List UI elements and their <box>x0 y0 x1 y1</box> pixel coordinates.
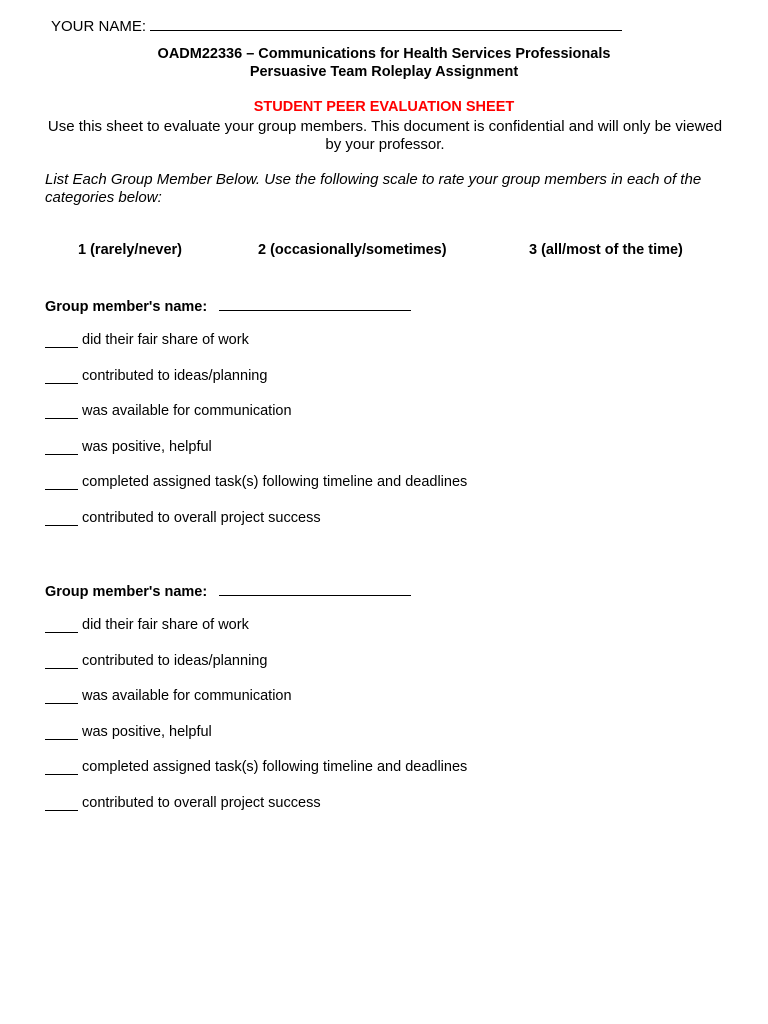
criteria-label: contributed to overall project success <box>82 509 321 526</box>
scale-option-3: 3 (all/most of the time) <box>529 242 683 258</box>
criteria-item <box>45 617 725 653</box>
criteria-item <box>45 688 725 724</box>
criteria-item <box>45 332 725 368</box>
criteria-item <box>45 724 725 760</box>
criteria-list <box>45 332 725 546</box>
criteria-item <box>45 510 725 546</box>
criteria-item <box>45 795 725 831</box>
rating-blank[interactable] <box>45 795 78 811</box>
rating-blank[interactable] <box>45 759 78 775</box>
your-name-blank[interactable] <box>150 15 622 31</box>
criteria-label: was available for communication <box>82 688 292 705</box>
criteria-label: was positive, helpful <box>82 438 212 455</box>
criteria-label: did their fair share of work <box>82 617 249 633</box>
member-name-blank[interactable] <box>219 296 411 311</box>
criteria-label: was positive, helpful <box>82 723 212 740</box>
rating-blank[interactable] <box>45 403 78 419</box>
criteria-label: completed assigned task(s) following timeline and deadlines <box>82 759 468 776</box>
criteria-label: was available for communication <box>82 403 292 420</box>
group-member-section-2 <box>45 581 725 831</box>
criteria-list <box>45 617 725 831</box>
member-name-label: Group member's name: <box>45 584 208 600</box>
criteria-item <box>45 759 725 795</box>
rating-blank[interactable] <box>45 653 78 669</box>
rating-blank[interactable] <box>45 368 78 384</box>
member-name-blank[interactable] <box>219 581 411 596</box>
rating-blank[interactable] <box>45 617 78 633</box>
criteria-label: contributed to ideas/planning <box>82 367 268 384</box>
course-title: OADM22336 – Communications for Health Services Professionals <box>157 46 611 62</box>
rating-blank[interactable] <box>45 332 78 348</box>
your-name-line <box>51 15 622 35</box>
criteria-item <box>45 474 725 510</box>
criteria-label: contributed to overall project success <box>82 794 321 811</box>
assignment-title: Persuasive Team Roleplay Assignment <box>249 64 519 80</box>
rating-blank[interactable] <box>45 510 78 526</box>
criteria-item <box>45 653 725 689</box>
group-member-section-1 <box>45 296 725 546</box>
scale-option-2: 2 (occasionally/sometimes) <box>258 242 447 258</box>
member-name-row <box>45 296 725 316</box>
scale-option-1: 1 (rarely/never) <box>78 242 182 258</box>
your-name-label: YOUR NAME: <box>51 18 147 35</box>
rating-blank[interactable] <box>45 439 78 455</box>
criteria-label: contributed to ideas/planning <box>82 652 268 669</box>
criteria-item <box>45 368 725 404</box>
instructions-text: List Each Group Member Below. Use the following scale to rate your group members in each of the categories below: <box>45 171 702 206</box>
sheet-title: STUDENT PEER EVALUATION SHEET <box>253 99 515 115</box>
rating-blank[interactable] <box>45 688 78 704</box>
rating-blank[interactable] <box>45 724 78 740</box>
member-name-label: Group member's name: <box>45 299 208 315</box>
criteria-item <box>45 403 725 439</box>
criteria-label: completed assigned task(s) following timeline and deadlines <box>82 474 468 491</box>
criteria-item <box>45 439 725 475</box>
member-name-row <box>45 581 725 601</box>
intro-text: Use this sheet to evaluate your group members. This document is confidential and will only be viewed by your professor. <box>47 118 723 153</box>
criteria-label: did their fair share of work <box>82 332 249 348</box>
rating-blank[interactable] <box>45 474 78 490</box>
